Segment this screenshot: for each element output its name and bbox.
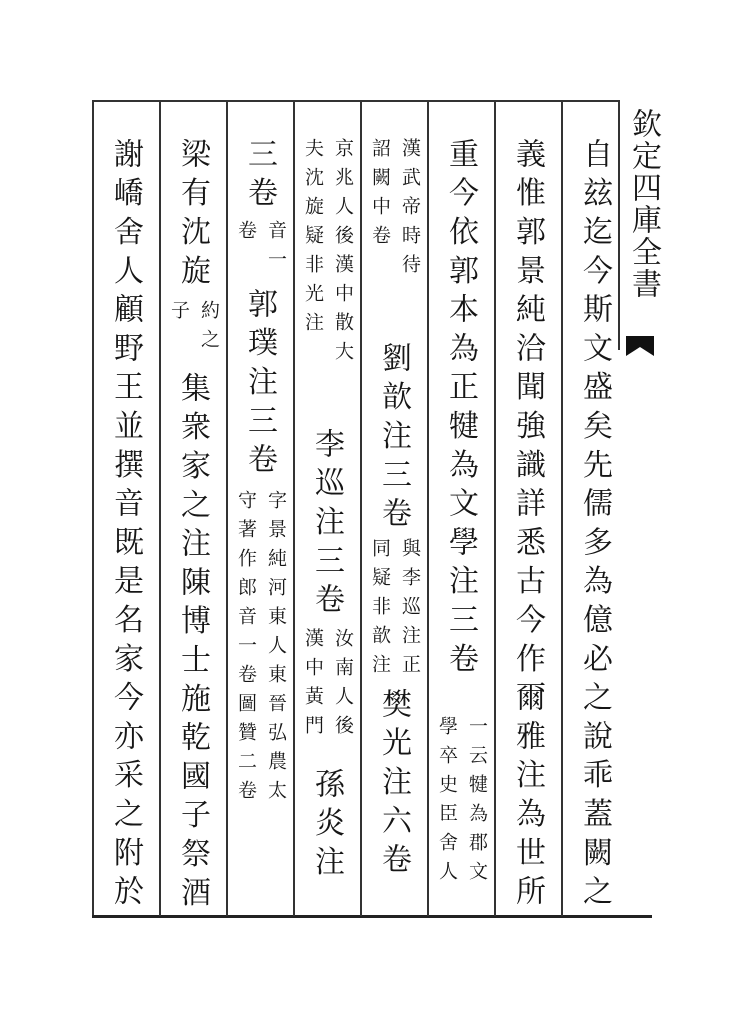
column-rule <box>427 100 429 916</box>
text-column-4 <box>367 138 423 913</box>
main-text: 梁有沈旋 <box>175 138 210 294</box>
annotation-right: 漢武帝時待 <box>399 138 421 283</box>
annotation-right: 汝南人後 <box>332 628 354 744</box>
main-text: 劉歆注三卷 <box>376 342 411 536</box>
frame-bottom-border <box>92 915 652 918</box>
annotation-left: 詔闕中卷 <box>369 138 391 254</box>
column-rule <box>494 100 496 916</box>
main-text: 三卷 <box>242 138 277 216</box>
annotation-left: 子 <box>168 300 190 329</box>
main-text: 集衆家之注陳博士施乾國子祭酒 <box>175 372 210 916</box>
main-text: 義惟郭景純洽聞強識詳悉古今作爾雅注為世所 <box>510 138 545 914</box>
main-text: 孫炎注 <box>309 768 344 885</box>
main-text: 重今依郭本為正犍為文學注三卷 <box>443 138 478 682</box>
annotation-right: 京兆人後漢中散大 <box>332 138 354 370</box>
text-column-5 <box>300 138 356 913</box>
margin-title: 欽定四庫全書 <box>626 108 661 300</box>
annotation-right: 字景純河東人東晉弘農太 <box>265 490 287 809</box>
text-column-6 <box>233 138 289 913</box>
text-column-1 <box>568 138 624 913</box>
margin-title-block <box>620 100 660 440</box>
annotation-right: 約之 <box>198 300 220 358</box>
annotation-left: 守著作郎音一卷圖贊二卷 <box>235 490 257 809</box>
annotation-left: 漢中黃門 <box>302 628 324 744</box>
annotation-left: 學卒史臣舍人 <box>436 716 458 890</box>
annotation-left: 卷 <box>235 220 257 249</box>
column-rule <box>561 100 563 916</box>
annotation-right: 與李巡注正 <box>399 538 421 683</box>
column-rule <box>360 100 362 916</box>
text-column-7 <box>166 138 222 916</box>
frame-left-border <box>92 100 94 918</box>
annotation-left: 同疑非歆注 <box>369 538 391 683</box>
main-text: 郭璞注三卷 <box>242 288 277 482</box>
text-column-3 <box>434 138 490 913</box>
frame-top-border <box>92 100 618 102</box>
annotation-left: 夫沈旋疑非光注 <box>302 138 324 341</box>
annotation-right: 音一 <box>265 220 287 278</box>
annotation-right: 一云犍為郡文 <box>466 716 488 890</box>
column-rule <box>159 100 161 916</box>
main-text: 李巡注三卷 <box>309 428 344 622</box>
column-rule <box>293 100 295 916</box>
text-column-2 <box>501 138 557 913</box>
text-column-8 <box>99 138 155 913</box>
main-text: 自玆迄今斯文盛矣先儒多為億必之說乖蓋闕之 <box>577 138 612 914</box>
main-text: 謝嶠舍人顧野王並撰音既是名家今亦采之附於 <box>108 138 143 914</box>
main-text: 樊光注六卷 <box>376 688 411 882</box>
column-rule <box>226 100 228 916</box>
